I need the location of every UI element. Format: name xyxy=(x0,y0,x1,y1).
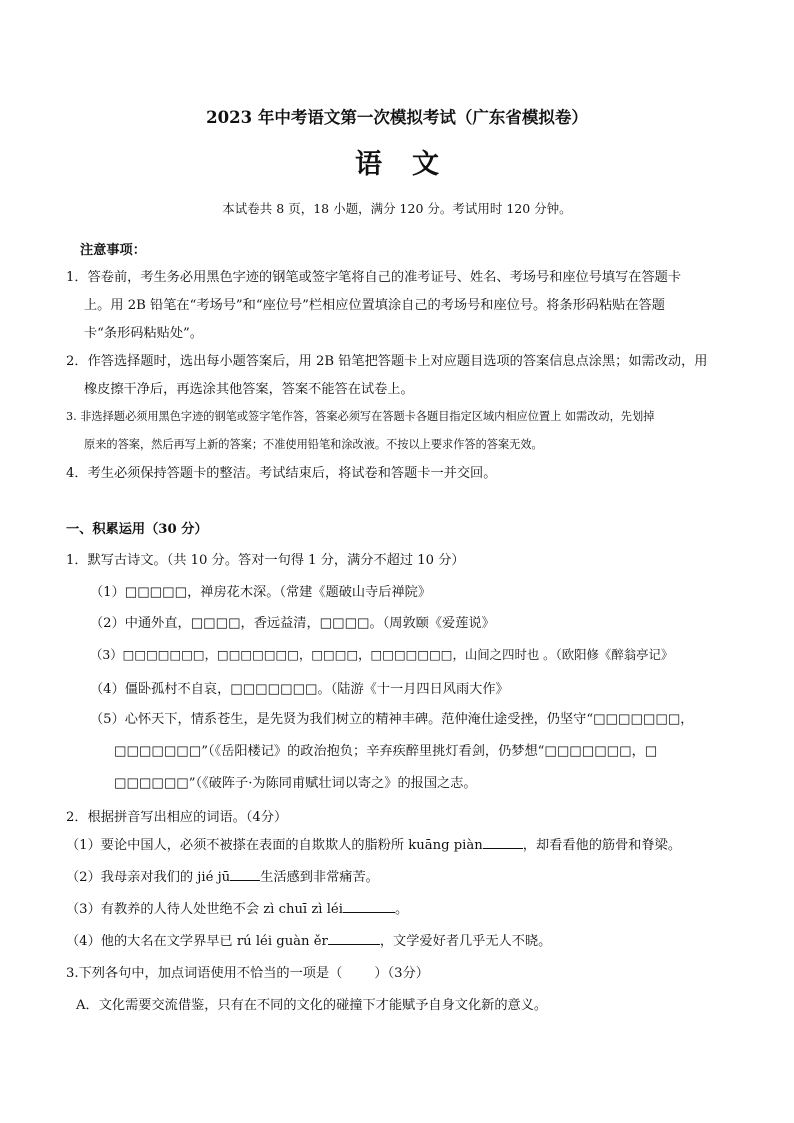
q1-stem: 1．默写古诗文。（共 10 分。答对一句得 1 分，满分不超过 10 分） xyxy=(66,553,465,568)
notice-heading: 注意事项： xyxy=(80,243,146,258)
q1-item-4: （4）僵卧孤村不自哀，□□□□□□□。（陆游《十一月四日风雨大作》 xyxy=(90,682,509,697)
q2-item-2 xyxy=(66,866,379,885)
answer-blank[interactable] xyxy=(328,932,380,945)
answer-blank[interactable] xyxy=(230,868,260,881)
q2-item-3 xyxy=(66,898,408,917)
q2-item-3-text: （3）有教养的人待人处世绝不会 zì chuī zì léi xyxy=(66,902,343,917)
notice-line-7: 原来的答案，然后再写上新的答案；不准使用铅笔和涂改液。不按以上要求作答的答案无效。 xyxy=(84,438,543,451)
notice-line-2: 上。用 2B 铅笔在“考场号”和“座位号”栏相应位置填涂自己的考场号和座位号。将条形码粘贴在答题 xyxy=(84,298,665,313)
q2-item-4-tail: ，文学爱好者几乎无人不晓。 xyxy=(379,934,552,949)
q1-item-5-line-2: □□□□□□□”（《岳阳楼记》的政治抱负；辛弃疾醉里挑灯看剑，仍梦想“□□□□□□□，□ xyxy=(114,744,658,759)
q3-stem-tail: ）（3分） xyxy=(374,966,429,981)
q2-item-4-text: （4）他的大名在文学界早已 rú léi guàn ěr xyxy=(66,934,328,949)
q2-item-2-tail: 生活感到非常痛苦。 xyxy=(260,870,379,885)
q2-item-1-tail: ，却看看他的筋骨和脊梁。 xyxy=(522,838,682,853)
q3-stem-text: 3.下列各句中，加点词语使用不恰当的一项是（ xyxy=(66,966,343,981)
notice-line-1: 1．答卷前，考生务必用黑色字迹的钢笔或签字笔将自己的准考证号、姓名、考场号和座位号填写在答题卡 xyxy=(66,270,682,285)
notice-line-3: 卡“条形码粘贴处”。 xyxy=(84,326,203,341)
answer-blank[interactable] xyxy=(343,900,395,913)
q2-item-1 xyxy=(66,834,681,853)
notice-line-6: 3. 非选择题必须用黑色字迹的钢笔或签字笔作答，答案必须写在答题卡各题目指定区域内相应位置上 如需改动，先划掉 xyxy=(66,410,655,423)
subject-title: 语文 xyxy=(355,149,469,180)
notice-line-8: 4．考生必须保持答题卡的整洁。考试结束后，将试卷和答题卡一并交回。 xyxy=(66,466,497,481)
exam-intro: 本试卷共 8 页，18 小题，满分 120 分。考试用时 120 分钟。 xyxy=(222,201,572,216)
exam-title: 2023 年中考语文第一次模拟考试（广东省模拟卷） xyxy=(206,108,588,127)
q2-item-2-text: （2）我母亲对我们的 jié jū xyxy=(66,870,231,885)
notice-line-5: 橡皮擦干净后，再选涂其他答案，答案不能答在试卷上。 xyxy=(84,382,414,397)
section-heading: 一、积累运用（30 分） xyxy=(66,522,208,537)
q2-stem: 2．根据拼音写出相应的词语。（4分） xyxy=(66,810,288,825)
q1-item-5-line-1: （5）心怀天下，情系苍生，是先贤为我们树立的精神丰碑。范仲淹仕途受挫，仍坚守“□□□□□□□， xyxy=(90,712,694,727)
q1-item-5-line-3: □□□□□□”（《破阵子·为陈同甫赋壮词以寄之》的报国之志。 xyxy=(114,776,477,791)
q2-item-3-tail: 。 xyxy=(394,902,409,917)
answer-blank[interactable] xyxy=(483,836,523,849)
q3-stem xyxy=(66,962,429,981)
q2-item-4 xyxy=(66,930,551,949)
notice-line-4: 2．作答选择题时，选出每小题答案后，用 2B 铅笔把答题卡上对应题目选项的答案信息点涂黑；如需改动，用 xyxy=(66,354,708,369)
q1-item-1: （1）□□□□□，禅房花木深。（常建《题破山寺后禅院》 xyxy=(90,585,432,600)
q2-item-1-text: （1）要论中国人，必须不被搽在表面的自欺欺人的脂粉所 kuāng piàn xyxy=(66,838,483,853)
q3-option-a: A．文化需要交流借鉴，只有在不同的文化的碰撞下才能赋予自身文化新的意义。 xyxy=(76,998,548,1013)
q1-item-3: （3）□□□□□□□，□□□□□□□，□□□□，□□□□□□□，山间之四时也 。（欧阳修《醉翁亭记》 xyxy=(90,647,674,662)
q1-item-2: （2）中通外直，□□□□，香远益清，□□□□。（周敦颐《爱莲说》 xyxy=(90,616,495,631)
